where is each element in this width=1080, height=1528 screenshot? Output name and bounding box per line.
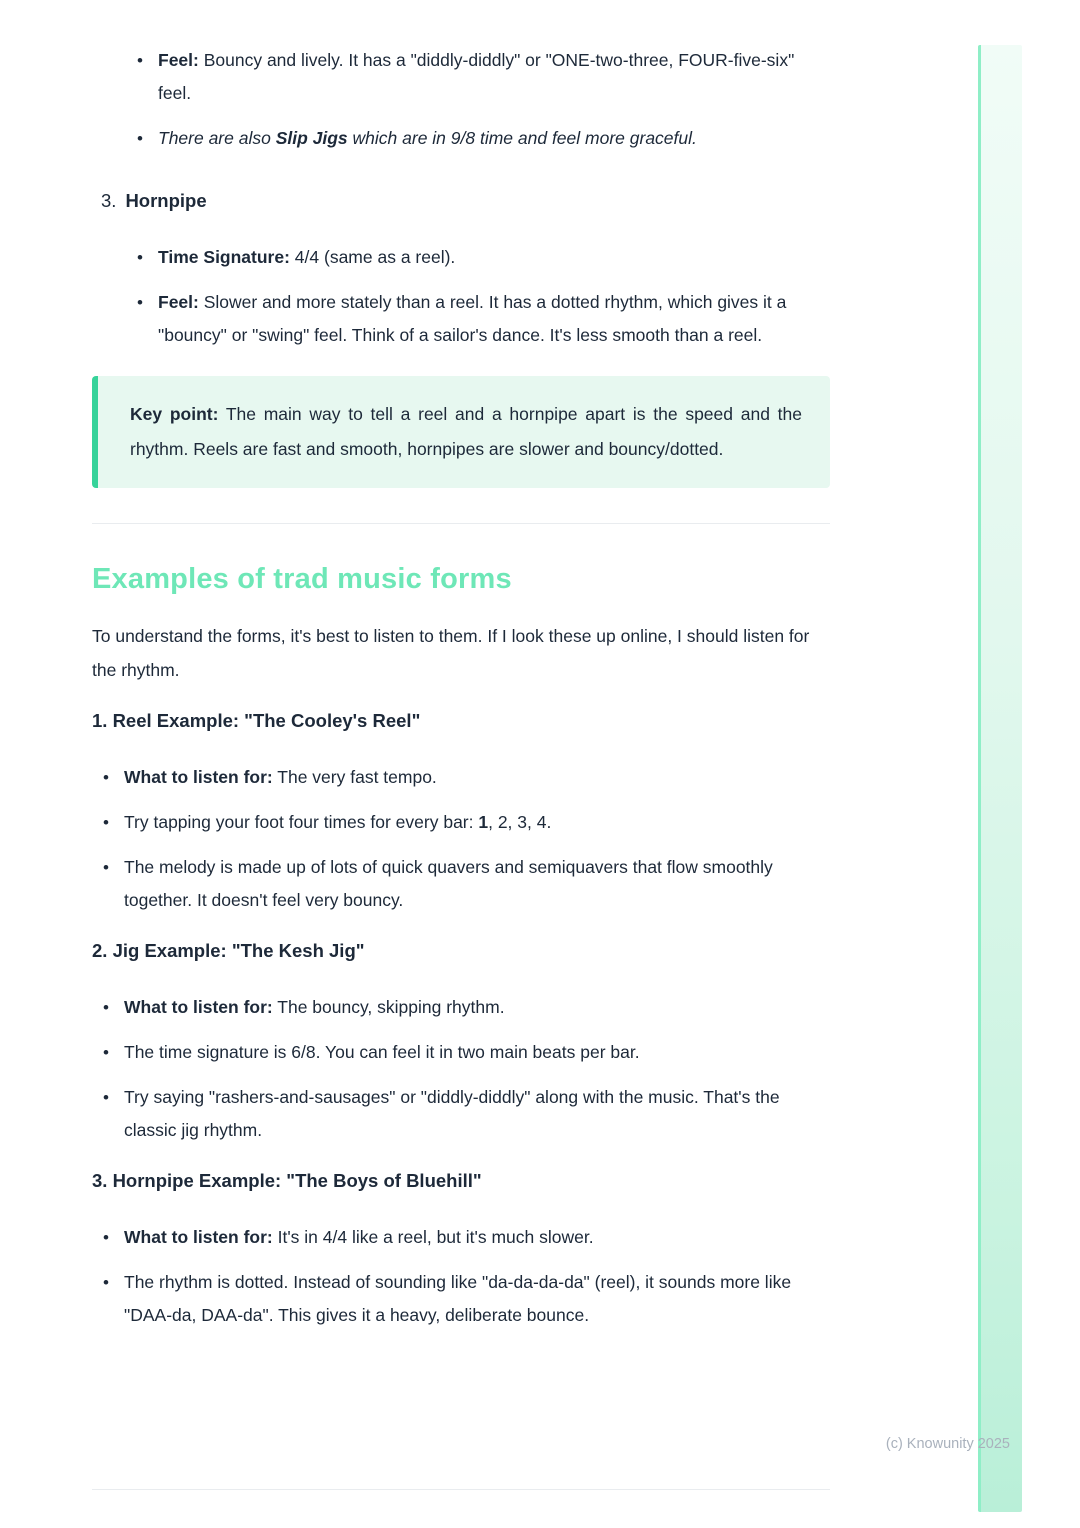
bullet-icon: •	[103, 1088, 109, 1107]
bullet-body: Slower and more stately than a reel. It has a dotted rhythm, which gives it a "bouncy" or "swing" feel. Think of a sailor's dance. It's less smooth than a reel.	[158, 292, 787, 345]
section-intro: To understand the forms, it's best to listen to them. If I look these up online, I should listen for the rhythm.	[92, 626, 810, 680]
bullet-text	[124, 1081, 830, 1147]
list-item	[92, 122, 830, 155]
hornpipe-list	[92, 241, 830, 352]
heading-number: 3.	[101, 190, 117, 211]
bullet-body: Try tapping your foot four times for every bar:	[124, 812, 479, 832]
list-item	[92, 286, 830, 352]
bullet-body: The time signature is 6/8. You can feel it in two main beats per bar.	[124, 1042, 640, 1062]
bullet-body: It's in 4/4 like a reel, but it's much slower.	[272, 1227, 594, 1247]
bullet-body: The melody is made up of lots of quick quavers and semiquavers that flow smoothly together. It doesn't feel very bouncy.	[124, 857, 773, 910]
bullet-body: Try saying "rashers-and-sausages" or "diddly-diddly" along with the music. That's the classic jig rhythm.	[124, 1087, 780, 1140]
bullet-icon: •	[103, 1228, 109, 1247]
bullet-text	[158, 241, 830, 274]
bullet-body: Bouncy and lively. It has a "diddly-diddly" or "ONE-two-three, FOUR-five-six" feel.	[158, 50, 795, 103]
list-item	[92, 1036, 830, 1069]
list-item	[92, 991, 830, 1024]
hornpipe-example-list	[92, 1221, 830, 1332]
bullet-body: The very fast tempo.	[272, 767, 437, 787]
bullet-lead: What to listen for:	[124, 997, 273, 1017]
bullet-icon: •	[137, 129, 143, 148]
bullet-body: The rhythm is dotted. Instead of sounding like "da-da-da-da" (reel), it sounds more like "DAA-da, DAA-da". This gives it a heavy, deliberate bounce.	[124, 1272, 792, 1325]
bullet-icon: •	[137, 248, 143, 267]
bullet-lead: Feel:	[158, 50, 199, 70]
bullet-emphasis: 1	[478, 812, 489, 832]
subheading-jig-example: 2. Jig Example: "The Kesh Jig"	[92, 940, 365, 961]
callout-text	[130, 397, 802, 467]
bullet-text	[158, 122, 830, 155]
bullet-lead: Feel:	[158, 292, 199, 312]
subheading-reel-example: 1. Reel Example: "The Cooley's Reel"	[92, 710, 421, 731]
heading-title: Hornpipe	[125, 190, 207, 211]
bullet-icon: •	[103, 858, 109, 877]
section-heading: Examples of trad music forms	[92, 563, 512, 595]
subheading-hornpipe-example: 3. Hornpipe Example: "The Boys of Bluehill"	[92, 1170, 482, 1191]
reel-example-list	[92, 761, 830, 917]
bullet-icon: •	[103, 1043, 109, 1062]
bullet-lead: What to listen for:	[124, 767, 273, 787]
bullet-icon: •	[103, 1273, 109, 1292]
list-item	[92, 44, 830, 110]
bullet-text	[124, 991, 830, 1024]
bullet-text	[158, 44, 830, 110]
bullet-lead: What to listen for:	[124, 1227, 273, 1247]
bullet-emphasis: Slip Jigs	[275, 128, 348, 148]
list-item	[92, 241, 830, 274]
callout-lead: Key point:	[130, 404, 219, 424]
bullet-text	[124, 851, 830, 917]
copyright-notice: (c) Knowunity 2025	[885, 1436, 1010, 1452]
bullet-icon: •	[137, 293, 143, 312]
list-item	[92, 851, 830, 917]
bullet-icon: •	[137, 51, 143, 70]
bullet-text	[124, 1221, 830, 1254]
list-item	[92, 806, 830, 839]
bullet-text	[124, 1036, 830, 1069]
page-bottom-divider	[92, 1489, 830, 1490]
callout-body: The main way to tell a reel and a hornpipe apart is the speed and the rhythm. Reels are fast and smooth, hornpipes are slower and bouncy/dotted.	[130, 404, 802, 459]
bullet-text	[124, 1266, 830, 1332]
bullet-body: The bouncy, skipping rhythm.	[272, 997, 505, 1017]
bullet-text	[158, 286, 830, 352]
bullet-body: 4/4 (same as a reel).	[289, 247, 456, 267]
list-item	[92, 1081, 830, 1147]
jig-feel-list	[92, 44, 830, 155]
bullet-body: which are in 9/8 time and feel more graceful.	[347, 128, 697, 148]
bullet-icon: •	[103, 998, 109, 1017]
key-point-callout	[92, 376, 830, 488]
bullet-body: , 2, 3, 4.	[488, 812, 552, 832]
document-content	[92, 44, 830, 1344]
bullet-text	[124, 806, 830, 839]
list-item	[92, 1221, 830, 1254]
bullet-body: There are also	[158, 128, 276, 148]
numbered-heading-hornpipe	[92, 187, 830, 215]
jig-example-list	[92, 991, 830, 1147]
bullet-text	[124, 761, 830, 794]
section-divider	[92, 523, 830, 524]
bullet-icon: •	[103, 813, 109, 832]
list-item	[92, 1266, 830, 1332]
list-item	[92, 761, 830, 794]
bullet-lead: Time Signature:	[158, 247, 290, 267]
decorative-side-bar	[978, 45, 1022, 1512]
bullet-icon: •	[103, 768, 109, 787]
